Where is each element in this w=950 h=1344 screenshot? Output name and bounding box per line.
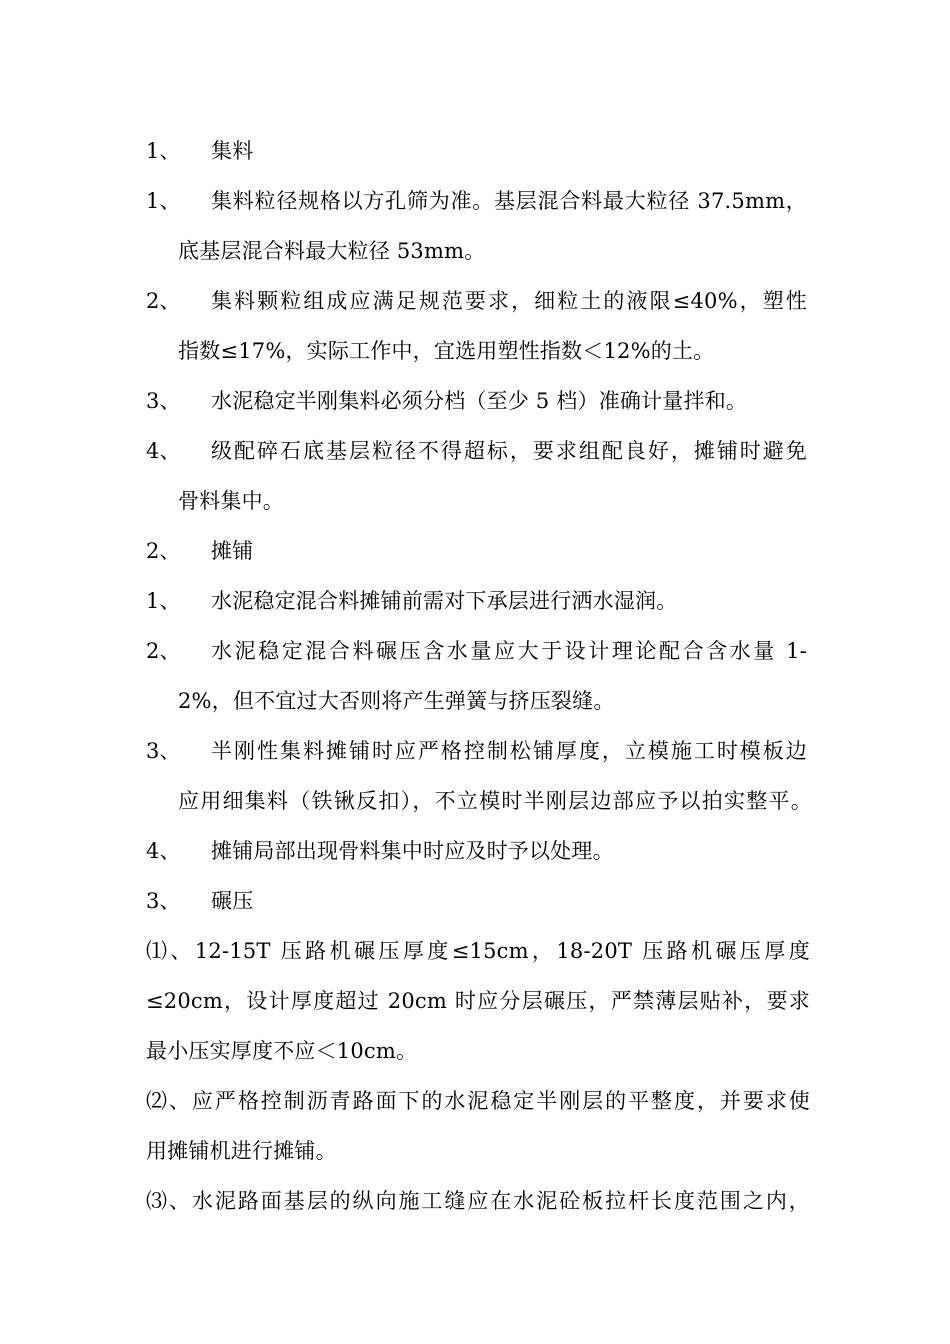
list-item-text: 水泥稳定半刚集料必须分档（至少 5 档）准确计量拌和。 [211,389,748,413]
list-number: 1、 [146,589,181,613]
list-item-text: 水泥稳定混合料碾压含水量应大于设计理论配合含水量 1- [211,639,807,663]
paragraph-text: ⑵、应严格控制沥青路面下的水泥稳定半刚层的平整度，并要求使 [146,1089,810,1113]
heading-text: 碾压 [211,889,254,913]
list-number: 3、 [146,389,181,413]
list-item-text: 底基层混合料最大粒径 53mm。 [178,239,486,263]
list-number: 1、 [146,189,181,213]
list-number: 2、 [146,639,181,663]
list-item-text: 水泥稳定混合料摊铺前需对下承层进行洒水湿润。 [211,589,678,613]
paragraph-text: ⑴、12-15T 压路机碾压厚度≤15cm，18-20T 压路机碾压厚度 [146,939,810,963]
paragraph-text: ⑶、水泥路面基层的纵向施工缝应在水泥砼板拉杆长度范围之内， [146,1189,810,1213]
list-item-text: 摊铺局部出现骨料集中时应及时予以处理。 [211,839,614,863]
paragraph-text: 最小压实厚度不应＜10cm。 [146,1039,418,1063]
heading-text: 摊铺 [211,539,254,563]
list-item-text: 指数≤17%，实际工作中，宜选用塑性指数＜12%的土。 [178,339,715,363]
list-item-text: 集料粒径规格以方孔筛为准。基层混合料最大粒径 37.5mm， [211,189,807,213]
list-number: 1、 [146,139,181,163]
list-number: 2、 [146,539,181,563]
paragraph-text: ≤20cm，设计厚度超过 20cm 时应分层碾压，严禁薄层贴补，要求 [146,989,810,1013]
list-item-text: 2%，但不宜过大否则将产生弹簧与挤压裂缝。 [178,689,615,713]
list-item-text: 骨料集中。 [178,489,284,513]
list-number: 2、 [146,289,181,313]
list-item-text: 级配碎石底基层粒径不得超标，要求组配良好，摊铺时避免 [211,439,807,463]
list-number: 4、 [146,839,181,863]
list-number: 4、 [146,439,181,463]
paragraph-text: 用摊铺机进行摊铺。 [146,1139,337,1163]
list-number: 3、 [146,739,181,763]
list-item-text: 集料颗粒组成应满足规范要求，细粒土的液限≤40%，塑性 [211,289,807,313]
heading-text: 集料 [211,139,254,163]
list-number: 3、 [146,889,181,913]
list-item-text: 半刚性集料摊铺时应严格控制松铺厚度，立模施工时模板边 [211,739,807,763]
list-item-text: 应用细集料（铁锹反扣），不立模时半刚层边部应予以拍实整平。 [178,789,812,813]
